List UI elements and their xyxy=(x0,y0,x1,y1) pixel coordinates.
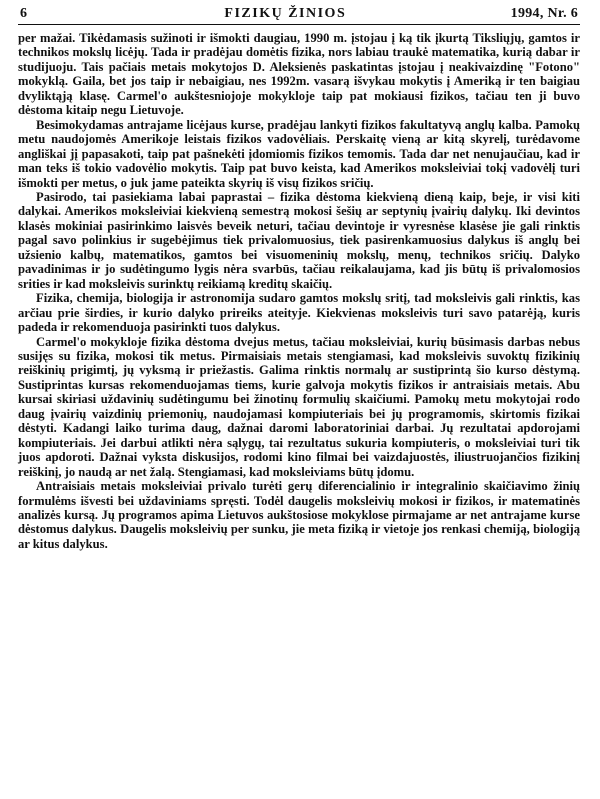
page-header xyxy=(18,6,580,25)
issue-info: 1994, Nr. 6 xyxy=(510,6,578,21)
paragraph-6: Antraisiais metais moksleiviai privalo turėti gerų diferencialinio ir integralinio skaičiavimo žinių formulėms išvesti bei uždaviniams spręsti. Todėl daugelis moksleivių mokosi ir fizikos, ir matematinės analizės kursą. Jų programos apima Lietuvos aukštosiose mokyklose pirmajame ar net antrajame kurse dėstomus dalykus. Daugelis moksleivių per sunku, jie meta fiziką ir vietoje jos renkasi chemiją, biologiją ar kitus dalykus. xyxy=(18,479,580,551)
paragraph-4: Fizika, chemija, biologija ir astronomija sudaro gamtos mokslų sritį, tad moksleivis gali rinktis, kas arčiau prie širdies, ir kurio dalyko prireiks ateityje. Kiekvienas moksleivis turi savo patarėją, kuris padeda ir rekomenduoja pasirinkti tuos dalykus. xyxy=(18,291,580,335)
journal-title: FIZIKŲ ŽINIOS xyxy=(224,6,347,21)
paragraph-1: per mažai. Tikėdamasis sužinoti ir išmokti daugiau, 1990 m. įstojau į ką tik įkurtą Tiksliųjų, gamtos ir technikos mokslų licėjų. Tada ir pradėjau domėtis fizika, nors labiau traukė matematika, kurią dabar ir studijuoju. Tais pačiais metais mokytojos D. Aleksienės paskatintas įstojau į neakivaizdinę "Fotono" mokyklą. Gaila, bet jos taip ir nebaigiau, nes 1992m. vasarą išvykau mokytis į Ameriką ir ten baigiau dvyliktąją klasę. Carmel'o aukštesniojoje mokykloje taip pat mokiausi fizikos, tačiau ten ji buvo dėstoma kitaip negu Lietuvoje. xyxy=(18,31,580,118)
paragraph-3: Pasirodo, tai pasiekiama labai paprastai – fizika dėstoma kiekvieną dieną kaip, beje, ir visi kiti dalykai. Amerikos moksleiviai kiekvieną semestrą mokosi šešių ar septynių įvairių dalykų. Iki devintos klasės mokiniai pasirinkimo laisvės beveik neturi, tačiau devintoje ir vyresnėse klasėse jie gali rinktis pagal savo polinkius ir sugebėjimus tiek privalomuosius, tiek pasirenkamuosius dalykus iš anglų bei užsienio kalbų, matematikos, gamtos bei visuomeninių mokslų, menų, technikos sričių. Dalyko pavadinimas ir jo sudėtingumo lygis nėra svarbūs, tačiau reikalaujama, kad jis būtų iš privalomosios srities ir kad moksleivis surinktų reikiamą kreditų skaičių. xyxy=(18,189,580,291)
paragraph-5: Carmel'o mokykloje fizika dėstoma dvejus metus, tačiau moksleiviai, kurių būsimasis darbas nebus susijęs su fizika, mokosi tik metus. Pirmaisiais metais stengiamasi, kad moksleivis suvoktų fizikinių reiškinių prigimtį, jų vyksmą ir priežastis. Galima rinktis normalų ar sustiprintą šio kurso dėstymą. Sustiprintas kursas rekomenduojamas tiems, kurie galvoja mokytis fizikos ir antraisiais metais. Abu kursai skiriasi uždavinių sudėtingumu bei žinotinų formulių skaičiumi. Pamokų metu mokytojai rodo daug įvairių vaizdinių priemonių, naudojamasi kompiuteriais bei jų programomis, skirtomis fizikai dėstyti. Kadangi laiko turima daug, dažnai daromi laboratoriniai darbai. Jų rezultatai apdorojami kompiuteriais. Jei darbui atlikti nėra sąlygų, tai rezultatus sukuria kompiuteris, o moksleiviai turi tik juos apdoroti. Dažnai vyksta diskusijos, rodomi kino filmai bei vaizdajuostės, iliustruojančios fizikinį reiškinį, jo naudą ar net žalą. Stengiamasi, kad moksleiviams būtų įdomu. xyxy=(18,334,580,479)
page-number: 6 xyxy=(20,6,28,21)
article-body xyxy=(18,31,580,551)
paragraph-2: Besimokydamas antrajame licėjaus kurse, pradėjau lankyti fizikos fakultatyvą anglų kalba. Pamokų metu naudojomės Amerikoje leistais fizikos vadovėliais. Perskaitę vieną ar kitą skyrelį, turėdavome angliškai jį papasakoti, taip pat pašnekėti įdomiomis fizikos temomis. Tada dar net nenujaučiau, kad ir man teks iš tokio vadovėlio mokytis. Taip pat buvo keista, kad Amerikos moksleiviai tokį vadovėlį turi išmokti per metus, o juk jame pateikta skyrių iš visų fizikos sričių. xyxy=(18,117,580,190)
